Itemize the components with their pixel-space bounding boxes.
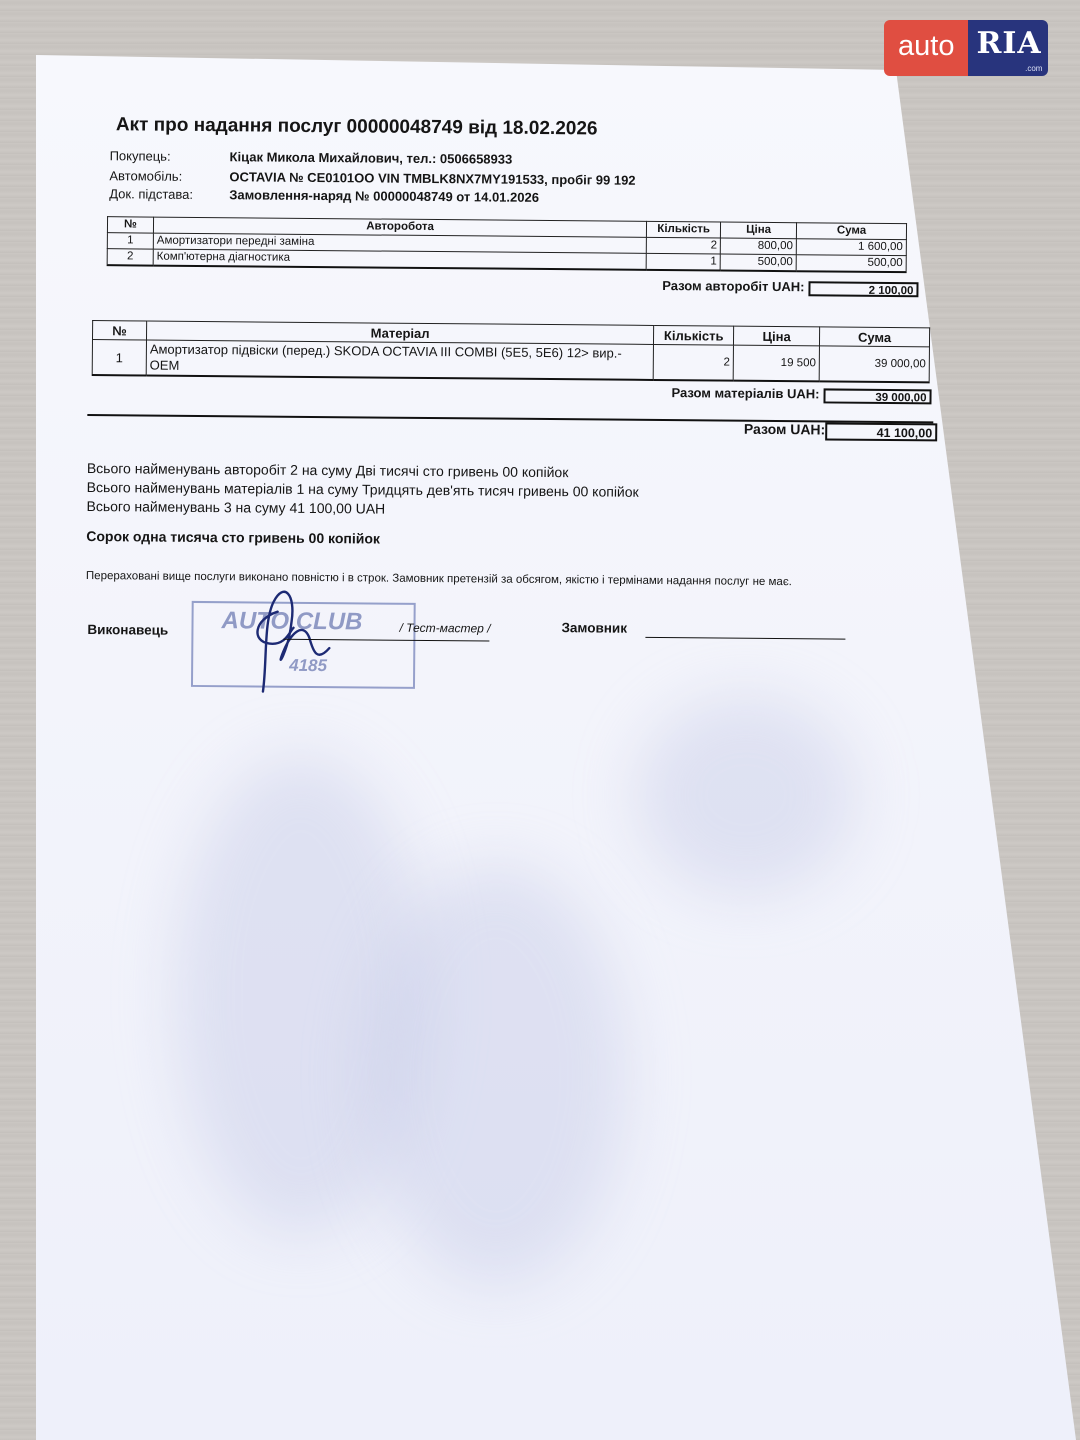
- car-value: OCTAVIA № CE0101OO VIN TMBLK8NX7MY191533, пробіг 99 192: [229, 169, 636, 188]
- summary-total: Всього найменувань 3 на суму 41 100,00 UAH: [86, 498, 386, 517]
- materials-cell-qty: 2: [653, 344, 733, 380]
- materials-total-value: 39 000,00: [823, 388, 931, 404]
- materials-cell-sum: 39 000,00: [819, 346, 929, 382]
- customer-label: Замовник: [561, 620, 628, 636]
- works-cell-sum: 1 600,00: [796, 239, 906, 256]
- autoria-logo: [884, 20, 1048, 76]
- works-cell-num: 2: [107, 249, 153, 266]
- grand-total-label: Разом UAH:: [743, 420, 826, 438]
- materials-cell-name: Амортизатор підвіски (перед.) SKODA OCTAVIA III COMBI (5E5, 5E6) 12> вир.-OEM: [146, 340, 654, 380]
- works-header-num: №: [107, 217, 153, 233]
- logo-ria-text: RIA: [976, 26, 1042, 61]
- works-cell-price: 800,00: [720, 238, 796, 255]
- completion-note: Перераховані вище послуги виконано повністю і в строк. Замовник претензій за обсягом, якістю і термінами надання послуг не має.: [85, 569, 792, 589]
- grand-total-value: 41 100,00: [825, 422, 937, 441]
- executor-label: Виконавець: [87, 622, 169, 638]
- signature-scribble-icon: [233, 581, 354, 702]
- works-header-sum: Сума: [796, 223, 906, 240]
- materials-cell-num: 1: [92, 340, 146, 376]
- works-table: [107, 216, 907, 273]
- works-cell-name: Комп'ютерна діагностика: [153, 249, 646, 270]
- logo-ria-block: [968, 20, 1048, 76]
- stamp-text-bottom: 4185: [289, 655, 328, 676]
- document-title: Акт про надання послуг 00000048749 від 18.02.2026: [115, 114, 598, 140]
- summary-works: Всього найменувань авторобіт 2 на суму Дві тисячі сто гривень 00 копійок: [86, 460, 569, 481]
- works-header-price: Ціна: [721, 222, 797, 239]
- buyer-value: Кіцак Микола Михайлович, тел.: 0506658933: [229, 149, 513, 167]
- buyer-row: [110, 148, 513, 167]
- materials-header-price: Ціна: [734, 326, 820, 346]
- basis-value: Замовлення-наряд № 00000048749 от 14.01.2026: [229, 187, 540, 205]
- customer-sign-line: [645, 637, 845, 640]
- materials-total-label: Разом матеріалів UAH:: [671, 385, 820, 402]
- works-cell-price: 500,00: [720, 254, 796, 271]
- basis-label: Док. підстава:: [109, 186, 194, 202]
- works-header-name: Авторобота: [153, 217, 646, 237]
- buyer-label: Покупець:: [109, 148, 171, 164]
- works-header-qty: Кількість: [647, 221, 721, 238]
- materials-table: [92, 320, 930, 383]
- amount-in-words: Сорок одна тисяча сто гривень 00 копійок: [86, 528, 381, 547]
- logo-com-text: .com: [1025, 64, 1043, 73]
- works-cell-qty: 2: [646, 237, 720, 254]
- materials-header-qty: Кількість: [654, 325, 734, 345]
- logo-auto-text: auto: [884, 20, 968, 76]
- works-total-label: Разом авторобіт UAH:: [662, 278, 805, 295]
- works-cell-num: 1: [107, 233, 153, 249]
- works-cell-qty: 1: [646, 253, 720, 270]
- materials-header-sum: Сума: [820, 327, 930, 347]
- car-label: Автомобіль:: [109, 168, 183, 184]
- works-cell-sum: 500,00: [796, 255, 906, 272]
- materials-header-num: №: [92, 321, 146, 340]
- table-row: [92, 340, 929, 383]
- basis-row: [109, 186, 539, 205]
- executor-role: / Тест-мастер /: [399, 620, 491, 636]
- summary-materials: Всього найменувань матеріалів 1 на суму Тридцять дев'ять тисяч гривень 00 копійок: [86, 479, 639, 500]
- service-act-document: [85, 110, 948, 676]
- car-row: [109, 168, 635, 188]
- works-cell-name: Амортизатори передні заміна: [153, 233, 646, 253]
- works-total-value: 2 100,00: [808, 281, 918, 297]
- stamp-text-top: AUTO CLUB: [221, 607, 363, 636]
- materials-cell-price: 19 500: [733, 345, 819, 381]
- materials-header-name: Матеріал: [146, 321, 653, 344]
